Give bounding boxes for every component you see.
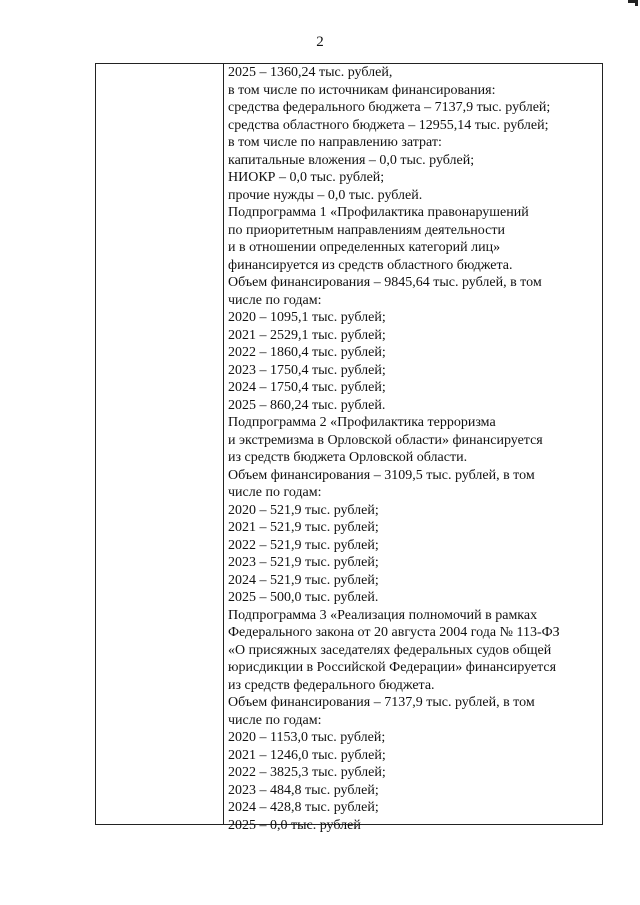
table-left-cell bbox=[96, 64, 223, 824]
text-line: 2024 – 521,9 тыс. рублей; bbox=[228, 572, 379, 588]
corner-mark bbox=[628, 0, 638, 6]
text-line: 2022 – 1860,4 тыс. рублей; bbox=[228, 345, 386, 360]
text-line: средства областного бюджета – 12955,14 тыс. рублей; bbox=[228, 117, 549, 133]
text-line: 2023 – 521,9 тыс. рублей; bbox=[228, 555, 379, 570]
text-line: Подпрограмма 1 «Профилактика правонарушений bbox=[228, 205, 529, 220]
financing-table bbox=[95, 63, 603, 833]
financing-text bbox=[228, 64, 600, 834]
text-line: и в отношении определенных категорий лиц» bbox=[228, 240, 501, 255]
text-line: 2021 – 521,9 тыс. рублей; bbox=[228, 520, 379, 535]
text-line: Объем финансирования – 3109,5 тыс. рублей, в том bbox=[228, 467, 535, 483]
text-line: капитальные вложения – 0,0 тыс. рублей; bbox=[228, 152, 475, 168]
text-line: средства федерального бюджета – 7137,9 тыс. рублей; bbox=[228, 100, 551, 115]
text-line: 2022 – 3825,3 тыс. рублей; bbox=[228, 765, 386, 780]
text-line: 2021 – 2529,1 тыс. рублей; bbox=[228, 327, 386, 343]
text-line: НИОКР – 0,0 тыс. рублей; bbox=[228, 170, 385, 185]
text-line: и экстремизма в Орловской области» финансируется bbox=[228, 432, 543, 448]
text-line: 2020 – 1095,1 тыс. рублей; bbox=[228, 310, 386, 325]
text-line: «О присяжных заседателях федеральных судов общей bbox=[228, 642, 552, 658]
text-line: в том числе по источникам финансирования: bbox=[228, 82, 496, 98]
text-line: Объем финансирования – 9845,64 тыс. рублей, в том bbox=[228, 275, 542, 290]
text-line: в том числе по направлению затрат: bbox=[228, 135, 442, 150]
text-line: 2025 – 1360,24 тыс. рублей, bbox=[228, 65, 393, 80]
text-line: Подпрограмма 3 «Реализация полномочий в рамках bbox=[228, 607, 538, 623]
text-line: 2022 – 521,9 тыс. рублей; bbox=[228, 537, 379, 553]
text-line: Федерального закона от 20 августа 2004 года № 113-ФЗ bbox=[228, 625, 560, 640]
text-line: 2021 – 1246,0 тыс. рублей; bbox=[228, 747, 386, 763]
text-line: 2020 – 521,9 тыс. рублей; bbox=[228, 502, 379, 518]
text-line: 2025 – 0,0 тыс. рублей bbox=[228, 817, 361, 833]
text-line: юрисдикции в Российской Федерации» финансируется bbox=[228, 660, 557, 675]
text-line: Объем финансирования – 7137,9 тыс. рублей, в том bbox=[228, 695, 535, 710]
text-line: 2025 – 500,0 тыс. рублей. bbox=[228, 590, 379, 605]
text-line: из средств федерального бюджета. bbox=[228, 677, 435, 693]
text-line: числе по годам: bbox=[228, 485, 322, 500]
page-number: 2 bbox=[316, 34, 324, 50]
text-line: 2024 – 428,8 тыс. рублей; bbox=[228, 800, 379, 815]
table-right-cell bbox=[228, 64, 600, 833]
text-line: 2023 – 484,8 тыс. рублей; bbox=[228, 782, 379, 798]
text-line: 2020 – 1153,0 тыс. рублей; bbox=[228, 730, 386, 745]
text-line: по приоритетным направлениям деятельности bbox=[228, 222, 505, 238]
text-line: числе по годам: bbox=[228, 292, 322, 308]
text-line: Подпрограмма 2 «Профилактика терроризма bbox=[228, 415, 496, 430]
text-line: прочие нужды – 0,0 тыс. рублей. bbox=[228, 187, 423, 203]
text-line: из средств бюджета Орловской области. bbox=[228, 450, 468, 465]
text-line: числе по годам: bbox=[228, 712, 322, 728]
text-line: 2025 – 860,24 тыс. рублей. bbox=[228, 397, 386, 413]
text-line: 2023 – 1750,4 тыс. рублей; bbox=[228, 362, 386, 378]
text-line: 2024 – 1750,4 тыс. рублей; bbox=[228, 380, 386, 395]
text-line: финансируется из средств областного бюджета. bbox=[228, 257, 513, 273]
column-divider bbox=[223, 64, 224, 824]
